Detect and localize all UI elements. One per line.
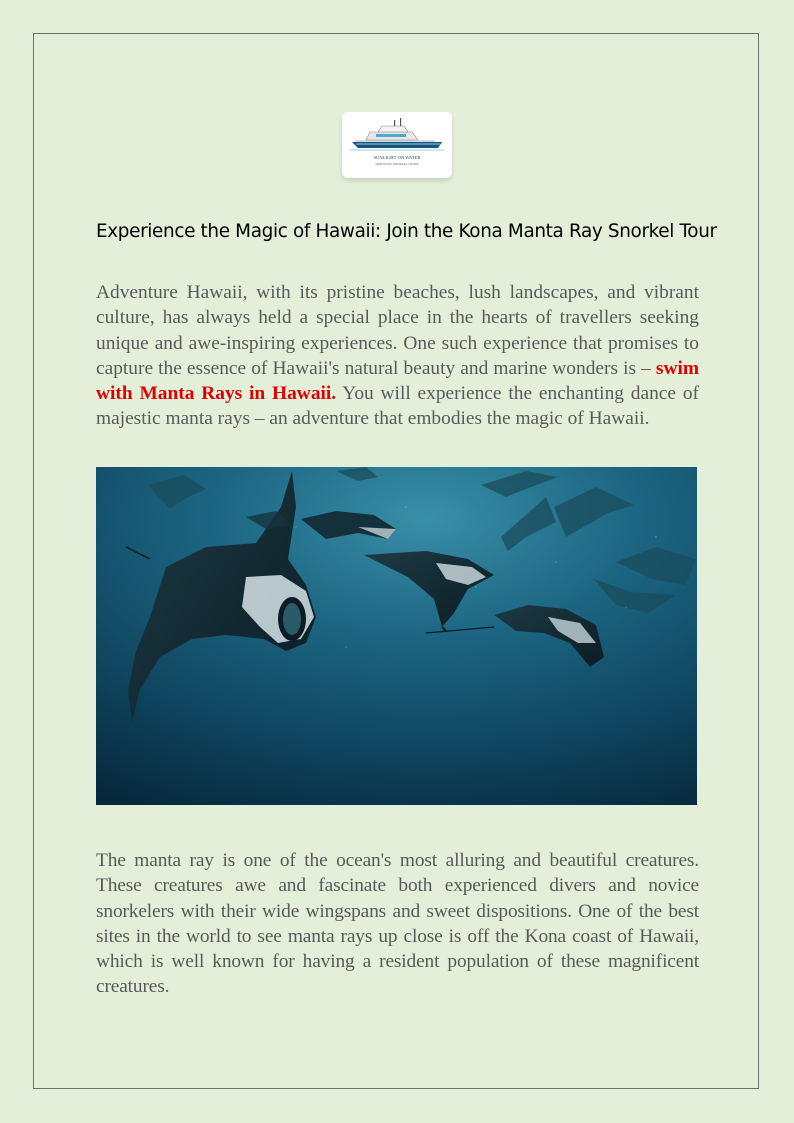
boat-logo-icon — [342, 112, 452, 178]
company-logo — [342, 112, 452, 178]
manta-rays-photo — [96, 467, 697, 805]
intro-paragraph — [96, 280, 699, 432]
intro-text-start: Adventure Hawaii, with its pristine beaches, lush landscapes, and vibrant culture, has always held a special place in the hearts of travellers seeking unique and awe-inspiring experiences. One such experience that promises to capture the essence of Hawaii's natural beauty and marine wonders is – — [96, 282, 699, 379]
intro-text-end: You will experience the enchanting dance of majestic manta rays – an adventure that embodies the magic of Hawaii. — [96, 383, 699, 430]
logo-subtitle: MANTA RAY SNORKEL TOURS — [375, 162, 419, 166]
logo-title: SUNLIGHT ON WATER — [373, 155, 421, 160]
manta-ray-paragraph: The manta ray is one of the ocean's most alluring and beautiful creatures. These creatures awe and fascinate both experienced divers and novice snorkelers with their wide wingspans and sweet dispositions. One of the best sites in the world to see manta rays up close is off the Kona coast of Hawaii, which is well known for having a resident population of these magnificent creatures. — [96, 850, 699, 998]
swim-with-manta-rays-link[interactable]: swim with Manta Rays in Hawaii. — [96, 357, 699, 405]
page-title: Experience the Magic of Hawaii: Join the Kona Manta Ray Snorkel Tour — [96, 221, 717, 242]
